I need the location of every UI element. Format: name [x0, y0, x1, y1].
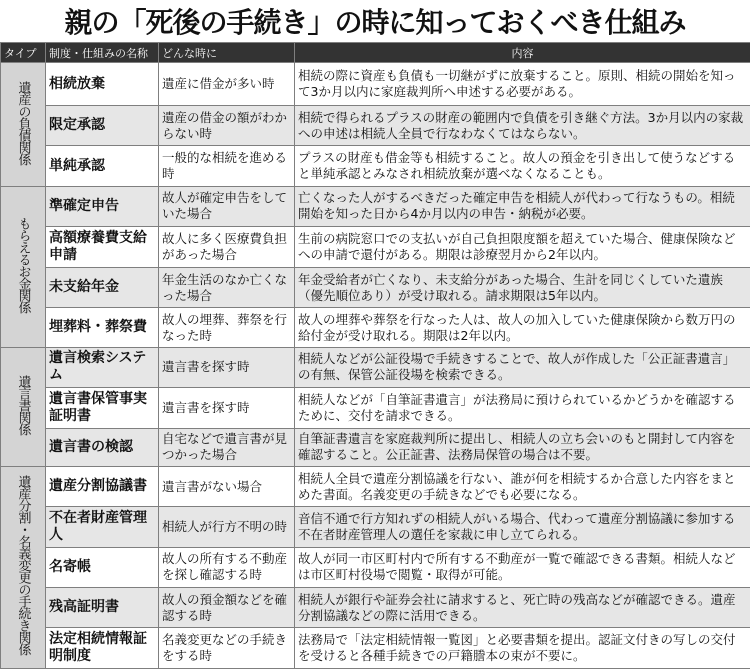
category-label: 遺産分割・名義変更の手続き関係: [15, 475, 31, 656]
row-when: 遺産の借金の額がわからない時: [159, 106, 295, 145]
row-name: 不在者財産管理人: [46, 507, 159, 547]
header-type: タイプ: [1, 43, 46, 63]
row-content: 生前の病院窓口での支払いが自己負担限度額を超えていた場合、健康保険などへの申請で還付がある。期限は診療翌月から2年以内。: [295, 226, 750, 267]
row-name: 遺言検索システム: [46, 347, 159, 387]
table-row: [1, 547, 750, 587]
row-when: 故人が確定申告をしていた場合: [159, 187, 295, 226]
table-row: [1, 466, 750, 506]
row-name: 埋葬料・葬祭費: [46, 308, 159, 347]
row-when: 遺言書がない場合: [159, 466, 295, 506]
category-label: 遺言書関係: [15, 374, 31, 435]
header-name: 制度・仕組みの名称: [46, 43, 159, 63]
category-label: もらえるお金関係: [15, 216, 31, 313]
table-row: [1, 628, 750, 669]
table-row: [1, 428, 750, 466]
row-content: 相続人全員で遺産分割協議を行ない、誰が何を相続するか合意した内容をまとめた書面。名義変更の手続きなどでも必要になる。: [295, 466, 750, 506]
table-row: [1, 507, 750, 547]
row-content: 自筆証書遺言を家庭裁判所に提出し、相続人の立ち会いのもと開封して内容を確認すること。公正証書、法務局保管の場合は不要。: [295, 428, 750, 466]
row-content: 相続で得られるプラスの財産の範囲内で負債を引き継ぐ方法。3か月以内の家裁への申述は相続人全員で行なわなくてはならない。: [295, 106, 750, 145]
row-name: 相続放棄: [46, 63, 159, 106]
row-name: 未支給年金: [46, 267, 159, 307]
row-when: 遺言書を探す時: [159, 388, 295, 428]
category-money: [1, 187, 46, 348]
row-content: 相続人が銀行や証券会社に請求すると、死亡時の残高などが確認できる。遺産分割協議などの際に活用できる。: [295, 588, 750, 628]
row-when: 故人の埋葬、葬祭を行なった時: [159, 308, 295, 347]
page-title: 親の「死後の手続き」の時に知っておくべき仕組み: [64, 6, 686, 39]
category-will: [1, 347, 46, 466]
row-name: 遺産分割協議書: [46, 466, 159, 506]
row-when: 一般的な相続を進める時: [159, 145, 295, 186]
row-when: 故人に多く医療費負担があった場合: [159, 226, 295, 267]
table-row: [1, 226, 750, 267]
row-name: 遺言書保管事実証明書: [46, 388, 159, 428]
row-name: 残高証明書: [46, 588, 159, 628]
procedures-table: [0, 42, 750, 669]
row-content: 相続の際に資産も負債も一切継がずに放棄すること。原則、相続の開始を知って3か月以内に家庭裁判所へ申述する必要がある。: [295, 63, 750, 106]
header-when: どんな時に: [159, 43, 295, 63]
table-row: [1, 267, 750, 307]
row-when: 故人の預金額などを確認する時: [159, 588, 295, 628]
row-content: プラスの財産も借金等も相続すること。故人の預金を引き出して使うなどすると単純承認とみなされ相続放棄が選べなくなることも。: [295, 145, 750, 186]
row-when: 年金生活のなか亡くなった場合: [159, 267, 295, 307]
category-division: [1, 466, 46, 668]
table-row: [1, 187, 750, 226]
category-debt: [1, 63, 46, 187]
row-content: 亡くなった人がするべきだった確定申告を相続人が代わって行なうもの。相続開始を知った日から4か月以内の申告・納税が必要。: [295, 187, 750, 226]
table-row: [1, 63, 750, 106]
row-name: 単純承認: [46, 145, 159, 186]
table-row: [1, 308, 750, 347]
row-when: 遺産に借金が多い時: [159, 63, 295, 106]
category-label: 遺産の負債関係: [15, 80, 31, 165]
row-content: 相続人などが「自筆証書遺言」が法務局に預けられているかどうかを確認するために、交付を請求できる。: [295, 388, 750, 428]
table-row: [1, 145, 750, 186]
row-when: 自宅などで遺言書が見つかった場合: [159, 428, 295, 466]
row-name: 遺言書の検認: [46, 428, 159, 466]
table-row: [1, 388, 750, 428]
header-content: 内容: [295, 43, 750, 63]
row-name: 法定相続情報証明制度: [46, 628, 159, 669]
title-bar: [0, 0, 750, 42]
row-when: 名義変更などの手続きをする時: [159, 628, 295, 669]
row-content: 相続人などが公証役場で手続きすることで、故人が作成した「公正証書遺言」の有無、保管公証役場を検索できる。: [295, 347, 750, 387]
table-row: [1, 106, 750, 145]
row-when: 遺言書を探す時: [159, 347, 295, 387]
row-content: 故人が同一市区町村内で所有する不動産が一覧で確認できる書類。相続人などは市区町村役場で閲覧・取得が可能。: [295, 547, 750, 587]
table-row: [1, 347, 750, 387]
row-when: 相続人が行方不明の時: [159, 507, 295, 547]
row-name: 高額療養費支給申請: [46, 226, 159, 267]
table-row: [1, 588, 750, 628]
row-name: 名寄帳: [46, 547, 159, 587]
row-content: 年金受給者が亡くなり、未支給分があった場合、生計を同じくしていた遺族（優先順位あり）が受け取れる。請求期限は5年以内。: [295, 267, 750, 307]
row-content: 法務局で「法定相続情報一覧図」と必要書類を提出。認証文付きの写しの交付を受けると各種手続きでの戸籍謄本の束が不要に。: [295, 628, 750, 669]
row-content: 音信不通で行方知れずの相続人がいる場合、代わって遺産分割協議に参加する不在者財産管理人の選任を家裁に申し立てられる。: [295, 507, 750, 547]
row-content: 故人の埋葬や葬祭を行なった人は、故人の加入していた健康保険から数万円の給付金が受け取れる。期限は2年以内。: [295, 308, 750, 347]
row-when: 故人の所有する不動産を探し確認する時: [159, 547, 295, 587]
row-name: 限定承認: [46, 106, 159, 145]
row-name: 準確定申告: [46, 187, 159, 226]
table-header-row: [1, 43, 750, 63]
